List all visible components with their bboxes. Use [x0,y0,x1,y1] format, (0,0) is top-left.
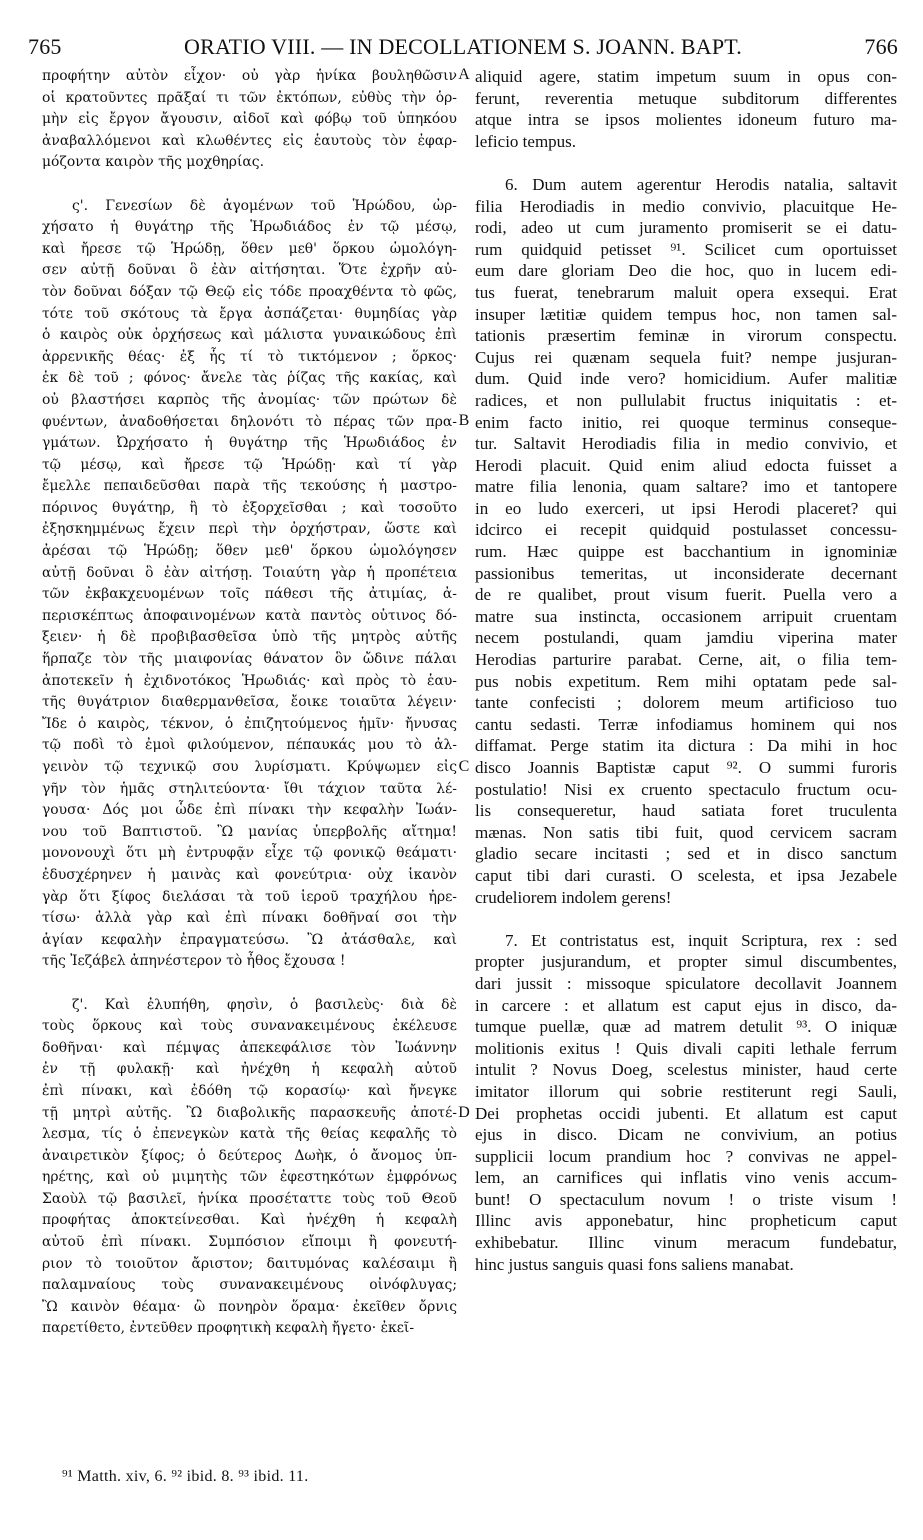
text-line: δοθῆναι· καὶ πέμψας ἀπεκεφάλισε τὸν Ἰωάννην [42,1039,457,1056]
margin-letter-c: C [458,758,470,775]
text-line: οὐ βλαστήσει καρπὸς τῆς ἀνομίας· τῶν πρώτων δὲ [42,391,457,408]
text-line: atque intra se ipsos molientes idoneum futuro ma- [475,110,897,130]
text-line: τὸν δοῦναι δόξαν τῷ Θεῷ εἰς τόδε προαχθέντα τὸ φῶς, [42,283,457,300]
text-line: ferunt, reverentia metuque subditorum differentes [475,88,897,108]
text-line: dum. Quid inde vero? homicidium. Aufer malitiæ [475,369,897,389]
text-line: ς'. Γενεσίων δὲ ἀγομένων τοῦ Ἡρώδου, ὠρ- [72,197,457,214]
text-line: ἔμελλε πεπαιδεῦσθαι παρὰ τῆς τεκούσης ἡ μαστρο- [42,478,457,495]
text-line: ἀναβαλλόμενοι καὶ κλωθέντες εἰς ἑαυτοὺς τὸν ἐφαρ- [42,132,457,149]
text-line: ἥρπαζε τὸν τῆς μιαιφονίας θάνατον ὃν ὤδινε πάλαι [42,651,457,668]
page-number-right: 766 [864,34,898,59]
text-line: in eo ludo exerceri, ut ipsi Herodi placeret? qui [475,498,897,518]
text-line: rodi, adeo ut cum juramento promiserit se ei datu- [475,218,897,238]
text-line: ἐπὶ πίνακι, καὶ ἐδόθη τῷ κορασίῳ· καὶ ἤνεγκε [42,1082,457,1099]
text-line: tur. Saltavit Herodiadis filia in medio convivio, et [475,434,897,454]
text-line: filia Herodiadis in medio convivio, placuitque He- [475,196,897,216]
text-line: καὶ ἤρεσε τῷ Ἡρώδῃ, ὅθεν μεθ' ὅρκου ὡμολόγη- [42,240,457,257]
paragraph [42,995,457,1341]
text-line: τῷ μέσῳ, καὶ ἤρεσε τῷ Ἡρώδῃ· καὶ τί γὰρ [42,456,457,473]
text-line: τοὺς ὅρκους καὶ τοὺς συνανακειμένους ἐκέλευσε [42,1018,457,1035]
paragraph [42,66,457,174]
text-line: τῆς θυγάτριον διαθερμανθεῖσα, ἔοικε τοιαῦτα λέγειν· [42,694,457,711]
footnotes: ⁹¹ Matth. xiv, 6. ⁹² ibid. 8. ⁹³ ibid. 11. [62,1468,309,1485]
text-line: ἀρέσαι τῷ Ἡρώδῃ; ὅθεν μεθ' ὅρκου ὡμολόγησεν [42,543,457,560]
text-line: molitionis exitus ! Quis divali capiti lethale ferrum [475,1038,897,1058]
text-line: προφήτας ἀποκτείνεσθαι. Καὶ ἠνέχθη ἡ κεφαλὴ [42,1212,457,1229]
paragraph [42,196,457,973]
text-line: αὐτοῦ ἐπὶ πίνακι. Συμπόσιον εἴποιμι ἢ φονευτή- [42,1234,457,1251]
text-line: idcirco ei recepit quidquid postulasset concessu- [475,520,897,540]
text-line: Dei prophetas occidi jubenti. Et allatum est caput [475,1103,897,1123]
text-line: Σαοὺλ τῷ βασιλεῖ, ἡνίκα προσέταττε τοὺς τοῦ Θεοῦ [42,1190,457,1207]
greek-column [42,66,457,1340]
text-line: supplicii locum prandium hoc ? convivas ne appel- [475,1146,897,1166]
text-line: χήσατο ἡ θυγάτηρ τῆς Ἡρωδιάδος ἐν τῷ μέσῳ, [42,219,457,236]
text-line: gladio secare incitasti ; sed et in disco sanctum [475,844,897,864]
text-line: rum quidquid petisset ⁹¹. Scilicet cum oportuisset [475,239,897,259]
text-line: diffamat. Perge statim ita dictura : Da mihi in hoc [475,736,897,756]
text-line: crudeliorem indolem gerens! [475,887,672,907]
text-line: leficio tempus. [475,131,577,151]
page-number-left: 765 [28,34,62,59]
text-line: mænas. Non satis tibi fuit, quod cervicem sacram [475,822,897,842]
text-line: παρετίθετο, ἐντεῦθεν προφητικὴ κεφαλὴ ἤγετο· ἐκεῖ- [42,1320,415,1337]
text-line: propter jusjurandum, et propter simul discumbentes, [475,952,897,972]
text-line: necem postulandi, quam jamdiu viperina mater [475,628,897,648]
text-line: μόζοντα καιρὸν τῆς μοχθηρίας. [42,154,264,171]
margin-letter-a: A [458,66,470,83]
text-line: dari jussit : missoque spiculatore decollavit Joannem [475,973,897,993]
paragraph-gap [42,174,457,196]
paragraph-gap [42,973,457,995]
text-line: λεσμα, τίς ὁ ἐπενεγκὼν κατὰ τῆς θείας κεφαλῆς τὸ [42,1126,457,1143]
text-line: lem, an carnifices qui inflatis vino venis accum- [475,1168,897,1188]
text-line: ζ'. Καὶ ἐλυπήθη, φησὶν, ὁ βασιλεὺς· διὰ δὲ [72,996,457,1013]
text-line: γουσα· Δός μοι ὧδε ἐπὶ πίνακι τὴν κεφαλὴν Ἰωάν- [42,802,457,819]
text-line: ἀρρενικῆς θέας· ἐξ ἧς τί τὸ τικτόμενον ; ὅρκος· [42,348,457,365]
text-line: enim facto initio, rei quoque terminus conseque- [475,412,897,432]
text-line: ἐκ δὲ τοῦ ; φόνος· ἄνελε τὰς ῥίζας τῆς κακίας, καὶ [42,370,457,387]
text-line: ριον τὸ τοιοῦτον ἄριστον; δαιτυμόνας καλέσαιμι ἢ [42,1255,457,1272]
text-line: matre sua instincta, occasionem arripuit cruentam [475,606,897,626]
margin-letter-b: B [458,412,470,429]
paragraph-gap [475,152,897,174]
text-line: νου τοῦ Βαπτιστοῦ. Ὢ μανίας ὑπερβολῆς αἴτημα! [42,823,457,840]
text-line: tus fuerat, tenebrarum maluit opera exsequi. Erat [475,282,897,302]
text-line: radices, et non pullulabit fructus iniquitatis : et- [475,390,897,410]
text-line: παλαμναίους τοὺς συνανακειμένους οἰνόφλυγας; [42,1277,457,1294]
text-line: Herodias parturire parabat. Cerne, ait, o filia tem- [475,650,897,670]
text-line: intulit ? Novus Doeg, scelestus minister, haud certe [475,1060,897,1080]
text-line: ἐδυσχέρηνεν ἡ μαινὰς καὶ φονεύτρια· οὐχ ἱκανὸν [42,866,457,883]
text-line: tationis præsertim feminæ in virorum conspectu. [475,326,897,346]
text-line: ὁ καιρὸς οὐκ ὀρχήσεως καὶ μάλιστα γυναικώδους ἐπὶ [42,327,457,344]
paragraph [475,174,897,908]
text-line: tante confecisti ; dolorem meum artificioso tuo [475,693,897,713]
text-line: cantu sedasti. Terræ infodiamus hominem qui nos [475,714,897,734]
text-line: ἀναιρετικὸν ξίφος; ὁ δεύτερος Δωὴκ, ὁ ἄνομος ὑπ- [42,1147,457,1164]
text-line: πόρινος θυγάτηρ, ἢ τὸ ἐξορχεῖσθαι ; καὶ τοσοῦτο [42,499,457,516]
text-line: αὐτῇ δοῦναι ὃ ἐὰν αἰτήσῃ. Τοιαύτη γὰρ ἡ προπέτεια [42,564,457,581]
text-line: 6. Dum autem agerentur Herodis natalia, saltavit [505,174,897,194]
text-line: γῆν τὸν ἡμᾶς στηλιτεύοντα· ἴθι τάχιον ταῦτα λέ- [42,780,457,797]
text-line: postulatio! Nisi ex cruento spectaculo fructum ocu- [475,779,897,799]
text-line: insuper lætitiæ quidem tempus hoc, non tamen sal- [475,304,897,324]
text-line: οἱ κρατοῦντες πρᾶξαί τι τῶν ἐκτόπων, εὐθὺς τὴν ὁρ- [42,89,457,106]
text-line: imitator illorum qui sobrie restiterunt regi Sauli, [475,1081,897,1101]
text-line: de re qualibet, prout visum fuerit. Puella vero a [475,585,897,605]
paragraph [475,66,897,152]
text-line: caput tibi dari curasti. O scelesta, et ipsa Jezabele [475,865,897,885]
text-line: hinc justus sanguis quasi fons saliens manabat. [475,1254,794,1274]
text-line: Ὢ καινὸν θέαμα· ὢ πονηρὸν ὅραμα· ἐκεῖθεν ὄρνις [42,1298,457,1315]
text-line: in carcere : et allatum est caput ejus in disco, da- [475,995,897,1015]
text-line: matre filia lenonia, quam saltare? imo et tantopere [475,477,897,497]
text-line: προφήτην αὐτὸν εἶχον· οὐ γὰρ ἡνίκα βουληθῶσιν [42,68,457,84]
text-line: ξειεν· ἡ δὲ προβιβασθεῖσα ὑπὸ τῆς μητρὸς αὐτῆς [42,629,457,646]
text-line: σεν αὐτῇ δοῦναι ὃ ἐὰν αἰτήσηται. Ὅτε ἐχρῆν αὐ- [42,262,457,279]
text-line: Illinc avis apponebatur, hinc propheticum caput [475,1211,897,1231]
text-line: γὰρ ὅτι ξίφος διελάσαι τὰ τοῦ ἱεροῦ τραχήλου ἠρε- [42,888,457,905]
running-title: ORATIO VIII. — IN DECOLLATIONEM S. JOANN. BAPT. [184,34,742,59]
text-line: τότε τοῦ σκότους τὰ ἔργα ἀσπάζεται· θυμηδίας γὰρ [42,305,457,322]
text-line: disco Joannis Baptistæ caput ⁹². O summi furoris [475,758,897,777]
text-line: ἀποτεκεῖν ἡ ἐχιδνοτόκος Ἡρωδιάς· καὶ πρὸς τὸ ἑαυ- [42,672,457,689]
text-line: tumque puellæ, quæ ad matrem detulit ⁹³. O iniquæ [475,1017,897,1037]
text-line: pus nobis expetitum. Rem mihi optatam pede sal- [475,671,897,691]
text-line: μὴν εἰς ἔργον ἄγουσιν, αἰδοῖ καὶ φόβῳ τοῦ ὑπηκόου [42,111,457,128]
text-line: ηρέτης, καὶ οὐ μιμητὴς τῶν ἐφεστηκότων ἐμφρόνως [42,1169,457,1186]
text-line: τῇ μητρὶ αὐτῆς. Ὢ διαβολικῆς παρασκευῆς ἀποτέ- [42,1104,457,1121]
text-line: γεινὸν τῷ τεχνικῷ σου λυρίσματι. Κρύψωμεν εἰς [42,759,457,775]
text-line: τῆς Ἰεζάβελ ἀπηνέστερον τὸ ἦθος ἔχουσα ! [42,953,346,970]
text-line: ἐξησκημμένως ἔχειν περὶ τὴν ὀρχήστραν, ὥστε καὶ [42,521,457,538]
text-line: 7. Et contristatus est, inquit Scriptura, rex : sed [505,930,897,950]
text-line: ἐν τῇ φυλακῇ· καὶ ἠνέχθη ἡ κεφαλὴ αὐτοῦ [42,1061,457,1078]
text-line: passionibus temeritas, ut inconsiderate decernant [475,563,897,583]
text-line: bunt! O spectaculum novum ! o triste visum ! [475,1189,897,1209]
text-line: rum. Hæc quippe est bacchantium in ignominiæ [475,542,897,562]
running-header [28,34,898,62]
text-line: περισκέπτως ἀποφαινομένων κατὰ παντὸς οὑτινος δό- [42,607,457,624]
text-line: aliquid agere, statim impetum suum in opus con- [475,67,897,86]
text-line: τῶν ἐκβακχευομένων τοῖς πάθεσι τῆς ἀτιμίας, ἀ- [42,586,457,603]
paragraph [475,930,897,1276]
text-line: φυέντων, ἀναδοθήσεται δηλονότι τὸ πέρας τῶν πρα- [42,413,457,430]
latin-column [475,66,897,1275]
text-line: Ἴδε ὁ καιρὸς, τέκνον, ὁ ἐπιζητούμενος ἡμῖν· ἤνυσας [42,715,457,732]
text-line: τῷ ποδὶ τὸ ἐμοὶ φιλούμενον, πέπαυκάς μου τὸ ἀλ- [42,737,457,754]
text-line: eum dare gloriam Deo die hoc, quo in lucem edi- [475,261,897,281]
paragraph-gap [475,908,897,930]
text-line: γμάτων. Ὠρχήσατο ἡ θυγάτηρ τῆς Ἡρωδιάδος ἐν [42,435,457,452]
text-line: lis consequeretur, haud satiata foret truculenta [475,801,897,821]
text-line: exhibebatur. Illinc vinum meracum fundebatur, [475,1233,897,1253]
margin-letter-d: D [458,1104,470,1121]
text-line: ejus in disco. Dicam ne convivium, an potius [475,1125,897,1145]
text-line: μονονουχὶ ὅτι μὴ ἐντρυφᾷν εἶχε τῷ φονικῷ θεάματι· [42,845,457,862]
text-line: Cujus rei quænam sequela fuit? nempe jusjuran- [475,347,897,367]
text-line: τίσω· ἀλλὰ γὰρ καὶ ἐπὶ πίνακι δοθῆναί σοι τὴν [42,910,457,927]
text-line: ἁγίαν κεφαλὴν ἐπραγματεύσω. Ὢ ἀτάσθαλε, καὶ [42,931,457,948]
text-line: Herodi placuit. Quid enim aliud edocta fuisset a [475,455,897,475]
